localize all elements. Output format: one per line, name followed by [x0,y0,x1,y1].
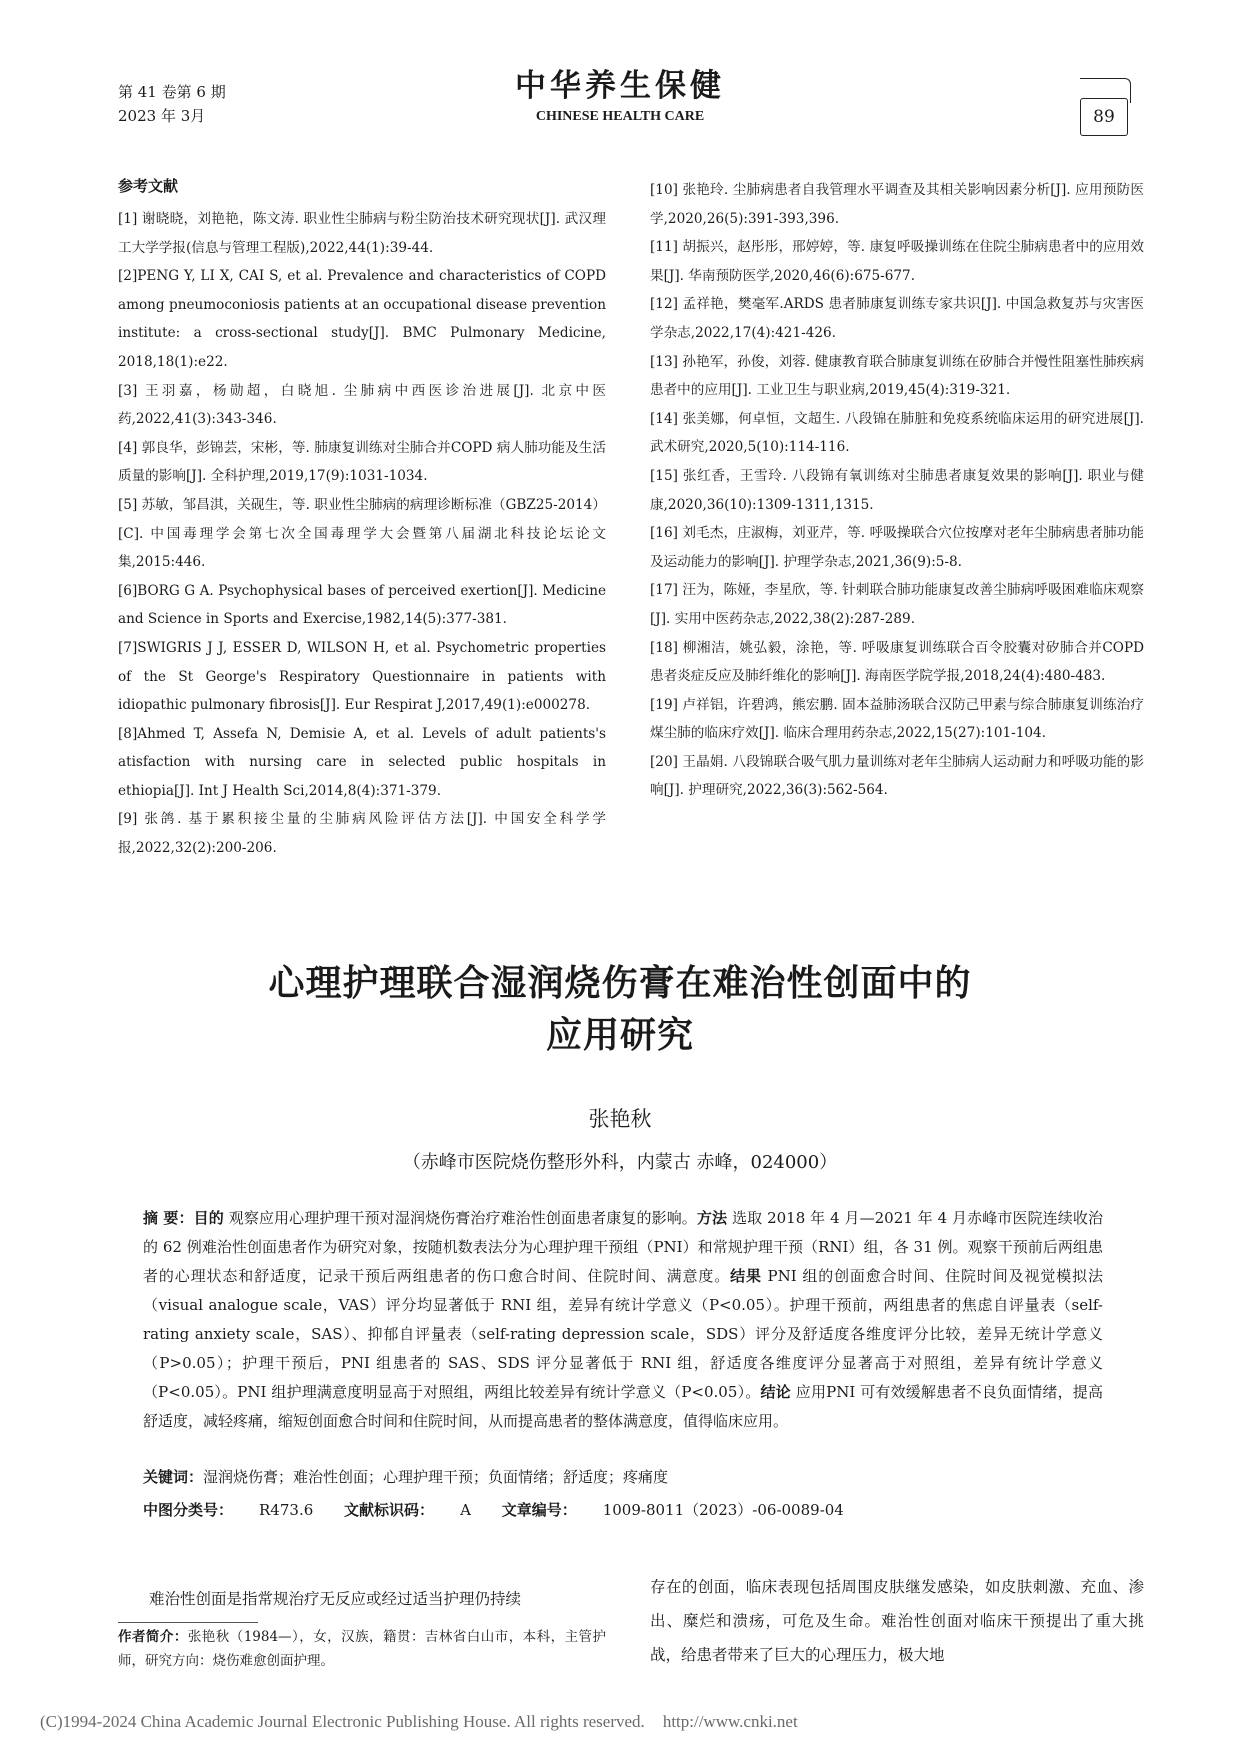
conclusion-label: 结论 [760,1383,791,1401]
article-title-line: 心理护理联合湿润烧伤膏在难治性创面中的 [268,963,972,1004]
reference-item: [6]BORG G A. Psychophysical bases of perceived exertion[J]. Medicine and Science in Sports and Exercise,1982,14(5):377-381. [118,582,606,628]
result-text: PNI 组的创面愈合时间、住院时间及视觉模拟法（visual analogue scale，VAS）评分均显著低于 RNI 组，差异有统计学意义（P<0.05）。护理干预前，两组患者的焦虑自评量表（self-rating anxiety scale，SAS）、抑郁自评量表（self-rating depression scale，SDS）评分及舒适度各维度评分比较，差异无统计学意义（P>0.05）；护理干预后，PNI 组患者的 SAS、SDS 评分显著低于 RNI 组，舒适度各维度评分显著高于对照组，差异有统计学意义（P<0.05）。PNI 组护理满意度明显高于对照组，两组比较差异有统计学意义（P<0.05）。 [143,1267,1103,1401]
reference-item: [8]Ahmed T, Assefa N, Demisie A, et al. Levels of adult patients's atisfaction with nursing care in selected public hospitals in ethiopia[J]. Int J Health Sci,2014,8(4):371-379. [118,725,606,799]
reference-item: [9] 张鸽. 基于累积接尘量的尘肺病风险评估方法[J]. 中国安全科学学报,2022,32(2):200-206. [118,811,606,857]
method-label: 方法 [696,1209,728,1227]
reference-item: [16] 刘毛杰，庄淑梅，刘亚芹，等. 呼吸操联合穴位按摩对老年尘肺病患者肺功能及运动能力的影响[J]. 护理学杂志,2021,36(9):5-8. [650,525,1144,570]
reference-item: [20] 王晶娟. 八段锦联合吸气肌力量训练对老年尘肺病人运动耐力和呼吸功能的影响[J]. 护理研究,2022,36(3):562-564. [650,753,1144,799]
conclusion-text: 应用PNI 可有效缓解患者不良负面情绪，提高舒适度，减轻疼痛，缩短创面愈合时间和住院时间，从而提高患者的整体满意度，值得临床应用。 [143,1383,1103,1430]
body-paragraph-left: 难治性创面是指常规治疗无反应或经过适当护理仍持续 [149,1590,522,1608]
reference-item: [2]PENG Y, LI X, CAI S, et al. Prevalence and characteristics of COPD among pneumoconiosis patients at an occupational disease prevention institute: a cross-sectional study[J]. BMC Pulmonary Medicine, 2018,18(1):e22. [118,268,606,370]
keywords [143,1464,1103,1490]
reference-item: [18] 柳湘洁，姚弘毅，涂艳，等. 呼吸康复训练联合百令胶囊对矽肺合并COPD 患者炎症反应及肺纤维化的影响[J]. 海南医学院学报,2018,24(4):480-483. [650,639,1144,685]
footnote-label: 作者简介： [118,1629,188,1645]
keywords-label: 关键词： [143,1468,204,1486]
footer-url[interactable]: http://www.cnki.net [662,1712,798,1731]
objective-text: 观察应用心理护理干预对湿润烧伤膏治疗难治性创面患者康复的影响。 [228,1209,697,1227]
clc-value: R473.6 [259,1501,314,1519]
result-label: 结果 [730,1267,762,1285]
article-title [120,958,1120,1062]
reference-item: [5] 苏敏，邹昌淇，关砚生，等. 职业性尘肺病的病理诊断标准（GBZ25-2014）[C]. 中国毒理学会第七次全国毒理学大会暨第八届湖北科技论坛论文集,2015:446. [118,496,606,571]
keywords-text: 湿润烧伤膏；难治性创面；心理护理干预；负面情绪；舒适度；疼痛度 [203,1468,669,1486]
volume-issue: 第 41 卷第 6 期 [118,83,226,101]
references-heading: 参考文献 [118,177,179,195]
author-affiliation: （赤峰市医院烧伤整形外科，内蒙古 赤峰，024000） [402,1152,838,1173]
issue-date: 2023 年 3月 [118,107,206,125]
abstract-label: 摘 要： [143,1209,194,1227]
reference-item: [10] 张艳玲. 尘肺病患者自我管理水平调查及其相关影响因素分析[J]. 应用预防医学,2020,26(5):391-393,396. [650,182,1144,227]
abstract [143,1204,1103,1436]
reference-item: [1] 谢晓晓，刘艳艳，陈文涛. 职业性尘肺病与粉尘防治技术研究现状[J]. 武汉理工大学学报(信息与管理工程版),2022,44(1):39-44. [118,211,606,256]
reference-item: [14] 张美娜，何卓恒，文超生. 八段锦在肺脏和免疫系统临床运用的研究进展[J]. 武术研究,2020,5(10):114-116. [650,410,1144,456]
running-header-left [118,80,226,128]
references-right-column [650,176,1144,805]
body-paragraph-right: 存在的创面，临床表现包括周围皮肤继发感染，如皮肤刺激、充血、渗出、糜烂和溃疡，可危及生命。难治性创面对临床干预提出了重大挑战，给患者带来了巨大的心理压力，极大地 [650,1578,1144,1664]
reference-item: [13] 孙艳军，孙俊，刘蓉. 健康教育联合肺康复训练在矽肺合并慢性阻塞性肺疾病患者中的应用[J]. 工业卫生与职业病,2019,45(4):319-321. [650,353,1144,399]
copyright-text: (C)1994-2024 China Academic Journal Electronic Publishing House. All rights reserved. [40,1712,645,1731]
article-author: 张艳秋 [588,1107,652,1131]
author-footnote [118,1625,606,1673]
classification-line [143,1497,1103,1523]
doc-code-value: A [460,1501,471,1519]
article-no-value: 1009-8011（2023）-06-0089-04 [602,1501,844,1519]
references-left-column [118,205,606,863]
footnote-rule [118,1622,258,1623]
page-number: 89 [1080,98,1128,136]
footnote-text: 张艳秋（1984—），女，汉族，籍贯：吉林省白山市，本科，主管护师，研究方向：烧伤难愈创面护理。 [118,1629,606,1669]
reference-item: [15] 张红香，王雪玲. 八段锦有氧训练对尘肺患者康复效果的影响[J]. 职业与健康,2020,36(10):1309-1311,1315. [650,467,1144,513]
doc-code-label: 文献标识码： [344,1501,435,1519]
article-title-line: 应用研究 [545,1015,694,1056]
copyright-footer [40,1712,1220,1732]
reference-item: [4] 郭良华，彭锦芸，宋彬，等. 肺康复训练对尘肺合并COPD 病人肺功能及生活质量的影响[J]. 全科护理,2019,17(9):1031-1034. [118,439,606,485]
reference-item: [3] 王羽嘉，杨勋超，白晓旭. 尘肺病中西医诊治进展[J]. 北京中医药,2022,41(3):343-346. [118,382,606,428]
clc-label: 中图分类号： [143,1501,234,1519]
journal-masthead [490,66,750,128]
reference-item: [7]SWIGRIS J J, ESSER D, WILSON H, et al. Psychometric properties of the St George's Respiratory Questionnaire in patients with idiopathic pulmonary fibrosis[J]. Eur Respirat J,2017,49(1):e000278. [118,639,606,714]
reference-item: [17] 汪为，陈娅，李星欣，等. 针刺联合肺功能康复改善尘肺病呼吸困难临床观察[J]. 实用中医药杂志,2022,38(2):287-289. [650,582,1144,627]
reference-item: [19] 卢祥铝，许碧鸿，熊宏鹏. 固本益肺汤联合汉防己甲素与综合肺康复训练治疗煤尘肺的临床疗效[J]. 临床合理用药杂志,2022,15(27):101-104. [650,696,1144,742]
journal-name-cn: 中华养生保健 [515,68,725,104]
journal-name-en: CHINESE HEALTH CARE [535,109,705,124]
article-no-label: 文章编号： [501,1501,577,1519]
objective-label: 目的 [193,1209,224,1227]
reference-item: [12] 孟祥艳，樊毫军.ARDS 患者肺康复训练专家共识[J]. 中国急救复苏与灾害医学杂志,2022,17(4):421-426. [650,296,1144,341]
reference-item: [11] 胡振兴，赵彤彤，邢婷婷，等. 康复呼吸操训练在住院尘肺病患者中的应用效果[J]. 华南预防医学,2020,46(6):675-677. [650,239,1144,284]
method-text: 选取 2018 年 4 月—2021 年 4 月赤峰市医院连续收治的 62 例难治性创面患者作为研究对象，按随机数表法分为心理护理干预组（PNI）和常规护理干预（RNI）组，各 31 例。观察干预前后两组患者的心理状态和舒适度，记录干预后两组患者的伤口愈合时间、住院时间、满意度。 [143,1209,1103,1285]
